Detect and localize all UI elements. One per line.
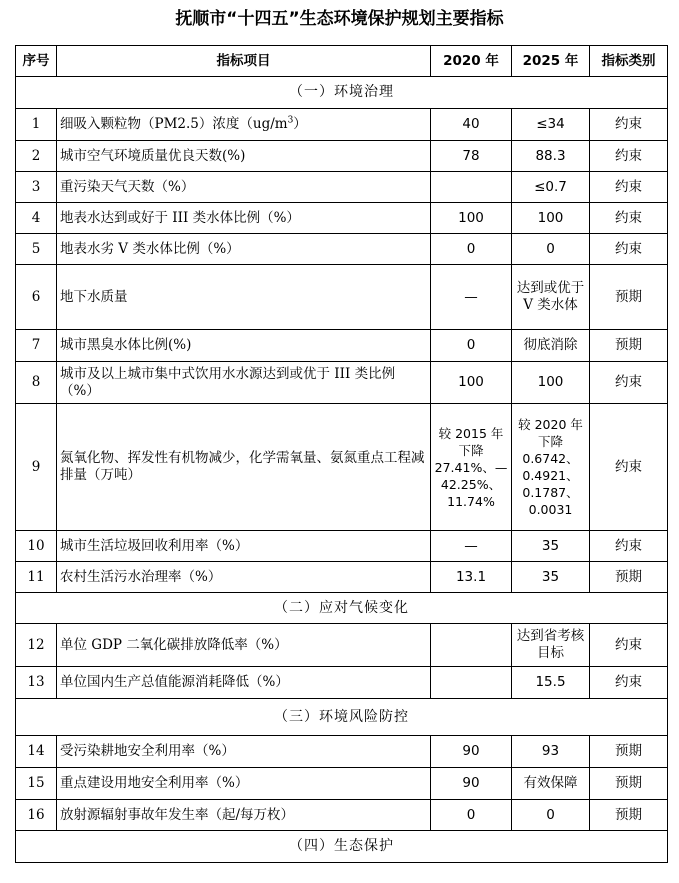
row-item: 城市黑臭水体比例(%) [57, 330, 431, 362]
row-no: 13 [16, 667, 57, 699]
row-item: 地表水达到或好于 III 类水体比例（%） [57, 203, 431, 234]
row-category: 预期 [590, 265, 668, 330]
row-item: 单位 GDP 二氧化碳排放降低率（%） [57, 624, 431, 667]
row-value-2025: 88.3 [512, 141, 590, 172]
section-title: （四）生态保护 [16, 831, 668, 863]
row-item-superscript: 3 [287, 115, 294, 126]
row-no: 16 [16, 800, 57, 831]
header-no: 序号 [16, 46, 57, 77]
row-no: 6 [16, 265, 57, 330]
row-category: 约束 [590, 624, 668, 667]
table-row [16, 203, 668, 234]
table-row [16, 172, 668, 203]
row-category: 预期 [590, 768, 668, 800]
row-category: 约束 [590, 404, 668, 531]
row-category: 预期 [590, 800, 668, 831]
row-no: 4 [16, 203, 57, 234]
row-value-2020 [431, 172, 512, 203]
header-2025: 2025 年 [512, 46, 590, 77]
row-item: 放射源辐射事故年发生率（起/每万枚） [57, 800, 431, 831]
section-title: （三）环境风险防控 [16, 699, 668, 736]
row-category: 约束 [590, 362, 668, 404]
row-value-2025: 100 [512, 203, 590, 234]
row-value-2025: 有效保障 [512, 768, 590, 800]
row-value-2025: ≤34 [512, 109, 590, 141]
table-row [16, 330, 668, 362]
table-row [16, 768, 668, 800]
row-no: 8 [16, 362, 57, 404]
row-value-2025: 0 [512, 234, 590, 265]
row-item: 地下水质量 [57, 265, 431, 330]
row-value-2020: 78 [431, 141, 512, 172]
row-item: 受污染耕地安全利用率（%） [57, 736, 431, 768]
table-row [16, 531, 668, 562]
row-item: 城市空气环境质量优良天数(%) [57, 141, 431, 172]
row-value-2020: 90 [431, 768, 512, 800]
row-value-2025: 35 [512, 562, 590, 593]
row-category: 约束 [590, 141, 668, 172]
row-no: 9 [16, 404, 57, 531]
table-row [16, 141, 668, 172]
row-category: 约束 [590, 234, 668, 265]
row-value-2020: 0 [431, 800, 512, 831]
indicator-table [15, 45, 668, 863]
row-item: 地表水劣 V 类水体比例（%） [57, 234, 431, 265]
row-category: 预期 [590, 330, 668, 362]
section-row [16, 593, 668, 624]
row-category: 约束 [590, 531, 668, 562]
row-no: 10 [16, 531, 57, 562]
row-value-2020: 90 [431, 736, 512, 768]
section-row [16, 77, 668, 109]
table-row [16, 109, 668, 141]
table-row [16, 234, 668, 265]
row-item: 单位国内生产总值能源消耗降低（%） [57, 667, 431, 699]
page-title: 抚顺市“十四五”生态环境保护规划主要指标 [175, 9, 504, 29]
row-category: 约束 [590, 109, 668, 141]
row-value-2020 [431, 667, 512, 699]
row-value-2025: 达到省考核目标 [512, 624, 590, 667]
header-category: 指标类别 [590, 46, 668, 77]
table-row [16, 800, 668, 831]
row-item: 氮氧化物、挥发性有机物减少，化学需氧量、氨氮重点工程减排量（万吨） [57, 404, 431, 531]
row-value-2020: 0 [431, 234, 512, 265]
header-2020: 2020 年 [431, 46, 512, 77]
section-row [16, 831, 668, 863]
table-row [16, 265, 668, 330]
table-row [16, 362, 668, 404]
section-row [16, 699, 668, 736]
row-value-2025: 0 [512, 800, 590, 831]
row-value-2020: 0 [431, 330, 512, 362]
row-value-2020: 100 [431, 362, 512, 404]
row-item: 城市生活垃圾回收利用率（%） [57, 531, 431, 562]
row-item [57, 109, 431, 141]
row-value-2020: — [431, 531, 512, 562]
row-item: 重点建设用地安全利用率（%） [57, 768, 431, 800]
row-value-2025: 100 [512, 362, 590, 404]
row-no: 11 [16, 562, 57, 593]
section-title: （一）环境治理 [16, 77, 668, 109]
row-value-2025: 较 2020 年下降 0.6742、0.4921、0.1787、0.0031 [512, 404, 590, 531]
table-row [16, 736, 668, 768]
row-no: 7 [16, 330, 57, 362]
table-row [16, 404, 668, 531]
row-value-2020: 40 [431, 109, 512, 141]
row-value-2025: 35 [512, 531, 590, 562]
row-value-2025: 15.5 [512, 667, 590, 699]
row-no: 14 [16, 736, 57, 768]
row-value-2025: 彻底消除 [512, 330, 590, 362]
header-item: 指标项目 [57, 46, 431, 77]
row-no: 5 [16, 234, 57, 265]
header-row [16, 46, 668, 77]
table-row [16, 562, 668, 593]
row-value-2025: 达到或优于 V 类水体 [512, 265, 590, 330]
row-category: 约束 [590, 203, 668, 234]
row-value-2020 [431, 624, 512, 667]
row-value-2025: 93 [512, 736, 590, 768]
row-item-tail: ） [293, 116, 307, 132]
row-category: 约束 [590, 172, 668, 203]
table-row [16, 667, 668, 699]
row-value-2020: 13.1 [431, 562, 512, 593]
row-item-text: 细吸入颗粒物（PM2.5）浓度（ug/m [60, 116, 288, 132]
section-title: （二）应对气候变化 [16, 593, 668, 624]
row-value-2020: 较 2015 年下降 27.41%、—42.25%、11.74% [431, 404, 512, 531]
row-category: 预期 [590, 736, 668, 768]
row-item: 农村生活污水治理率（%） [57, 562, 431, 593]
row-value-2020: 100 [431, 203, 512, 234]
row-category: 预期 [590, 562, 668, 593]
table-row [16, 624, 668, 667]
row-no: 3 [16, 172, 57, 203]
row-category: 约束 [590, 667, 668, 699]
row-item: 重污染天气天数（%） [57, 172, 431, 203]
row-value-2020: — [431, 265, 512, 330]
row-no: 12 [16, 624, 57, 667]
row-value-2025: ≤0.7 [512, 172, 590, 203]
row-no: 2 [16, 141, 57, 172]
row-item: 城市及以上城市集中式饮用水水源达到或优于 III 类比例（%） [57, 362, 431, 404]
row-no: 15 [16, 768, 57, 800]
row-no: 1 [16, 109, 57, 141]
